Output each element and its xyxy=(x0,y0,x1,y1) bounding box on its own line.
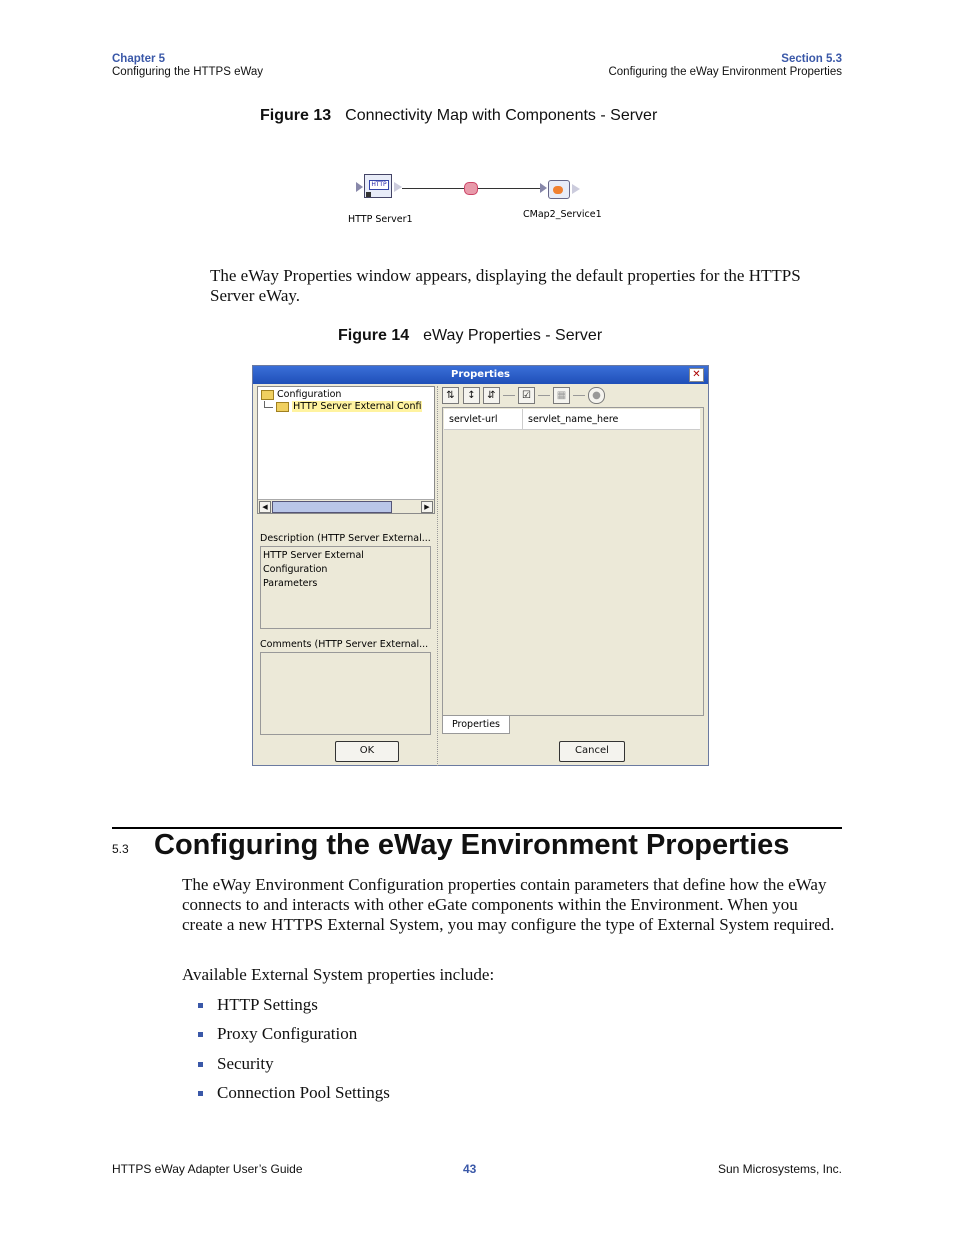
node-label-http-server: HTTP Server1 xyxy=(348,214,413,225)
grid-icon[interactable]: ▦ xyxy=(553,387,570,404)
bullet-icon xyxy=(198,1032,203,1037)
list-item xyxy=(182,1024,822,1044)
figure13-caption xyxy=(260,107,657,125)
tree-child[interactable] xyxy=(264,401,432,412)
header-right xyxy=(608,53,842,79)
service-output-arrow-icon xyxy=(572,184,580,194)
input-arrow-icon xyxy=(356,182,363,192)
section-label: Section 5.3 xyxy=(781,53,842,65)
scroll-left-icon[interactable]: ◀ xyxy=(259,501,271,513)
splitter[interactable] xyxy=(437,386,440,766)
description-box xyxy=(260,546,431,629)
bullet-icon xyxy=(198,1091,203,1096)
http-icon-label: HTTP xyxy=(369,180,389,190)
scroll-thumb[interactable] xyxy=(272,501,392,513)
folder-icon xyxy=(261,390,274,400)
service-input-arrow-icon xyxy=(540,183,547,193)
tree-hscrollbar[interactable] xyxy=(258,499,434,513)
small-square-icon xyxy=(366,192,371,197)
checklist-icon[interactable]: ☑ xyxy=(518,387,535,404)
http-server-icon[interactable] xyxy=(364,174,392,198)
service-gear-icon xyxy=(553,186,563,194)
list-intro: Available External System properties include: xyxy=(182,965,495,984)
intro-paragraph: The eWay Properties window appears, displaying the default properties for the HTTPS Server eWay. xyxy=(210,266,801,305)
dialog-title: Properties xyxy=(451,369,510,380)
section-number: 5.3 xyxy=(112,842,129,856)
property-value[interactable]: servlet_name_here xyxy=(528,414,619,425)
link-line xyxy=(402,188,464,189)
dialog-titlebar[interactable] xyxy=(253,366,708,384)
close-icon[interactable]: ✕ xyxy=(689,368,704,382)
sort-alpha-icon[interactable]: ↕ xyxy=(463,387,480,404)
comments-label: Comments (HTTP Server External... xyxy=(260,639,429,650)
list-item-text: Proxy Configuration xyxy=(217,1024,358,1043)
list-item-text: HTTP Settings xyxy=(217,995,318,1014)
section-title-header: Configuring the eWay Environment Properties xyxy=(608,66,842,78)
chapter-title: Configuring the HTTPS eWay xyxy=(112,66,264,78)
output-arrow-icon xyxy=(394,182,402,192)
help-icon[interactable]: ● xyxy=(588,387,605,404)
toolbar-separator xyxy=(503,395,515,396)
tab-properties[interactable]: Properties xyxy=(442,716,510,734)
footer-guide-title: HTTPS eWay Adapter User’s Guide xyxy=(112,1162,303,1176)
description-label: Description (HTTP Server External... xyxy=(260,533,431,544)
bullet-icon xyxy=(198,1003,203,1008)
property-sheet xyxy=(442,407,704,716)
chapter-label: Chapter 5 xyxy=(112,53,166,65)
cancel-button[interactable]: Cancel xyxy=(559,741,625,762)
ok-button[interactable]: OK xyxy=(335,741,399,762)
list-item-text: Connection Pool Settings xyxy=(217,1083,390,1102)
footer-company: Sun Microsystems, Inc. xyxy=(717,1162,842,1176)
property-name: servlet-url xyxy=(449,414,498,425)
tree-root[interactable] xyxy=(261,389,341,400)
description-text: HTTP Server External Configuration Parameters xyxy=(263,550,364,589)
tree-panel xyxy=(257,386,435,514)
property-row[interactable] xyxy=(444,409,700,430)
column-divider xyxy=(522,409,523,429)
scroll-right-icon[interactable]: ▶ xyxy=(421,501,433,513)
list-item xyxy=(182,1054,822,1074)
figure13-text: Connectivity Map with Components - Server xyxy=(345,107,658,124)
sort-icon[interactable]: ⇵ xyxy=(483,387,500,404)
toolbar-separator-2 xyxy=(538,395,550,396)
list-item xyxy=(182,995,822,1015)
section-body: The eWay Environment Configuration properties contain parameters that define how the eWay connects to and interacts with other eGate components within the Environment. When you create a new HTTPS External System, you may configure the type of External System required. xyxy=(182,875,835,934)
tree-root-label: Configuration xyxy=(277,389,342,400)
tree-connector xyxy=(264,401,273,408)
comments-box[interactable] xyxy=(260,652,431,735)
toolbar-separator-3 xyxy=(573,395,585,396)
list-item-text: Security xyxy=(217,1054,274,1073)
figure14-caption xyxy=(338,327,602,345)
list-item xyxy=(182,1083,822,1103)
node-label-service: CMap2_Service1 xyxy=(523,209,602,220)
figure13-label: Figure 13 xyxy=(260,107,332,124)
properties-dialog xyxy=(252,365,709,766)
link-line-2 xyxy=(478,188,540,189)
folder-open-icon xyxy=(276,402,289,412)
link-connector-icon[interactable] xyxy=(464,182,478,195)
header-left xyxy=(112,53,263,79)
page-number: 43 xyxy=(463,1162,477,1176)
categorized-icon[interactable]: ⇅ xyxy=(442,387,459,404)
bullet-icon xyxy=(198,1062,203,1067)
figure14-label: Figure 14 xyxy=(338,327,410,344)
service-icon[interactable] xyxy=(548,180,570,199)
figure14-text: eWay Properties - Server xyxy=(423,327,603,344)
tree-child-label: HTTP Server External Confi xyxy=(293,401,422,412)
section-heading: Configuring the eWay Environment Properties xyxy=(154,829,790,861)
connectivity-map xyxy=(340,170,610,230)
